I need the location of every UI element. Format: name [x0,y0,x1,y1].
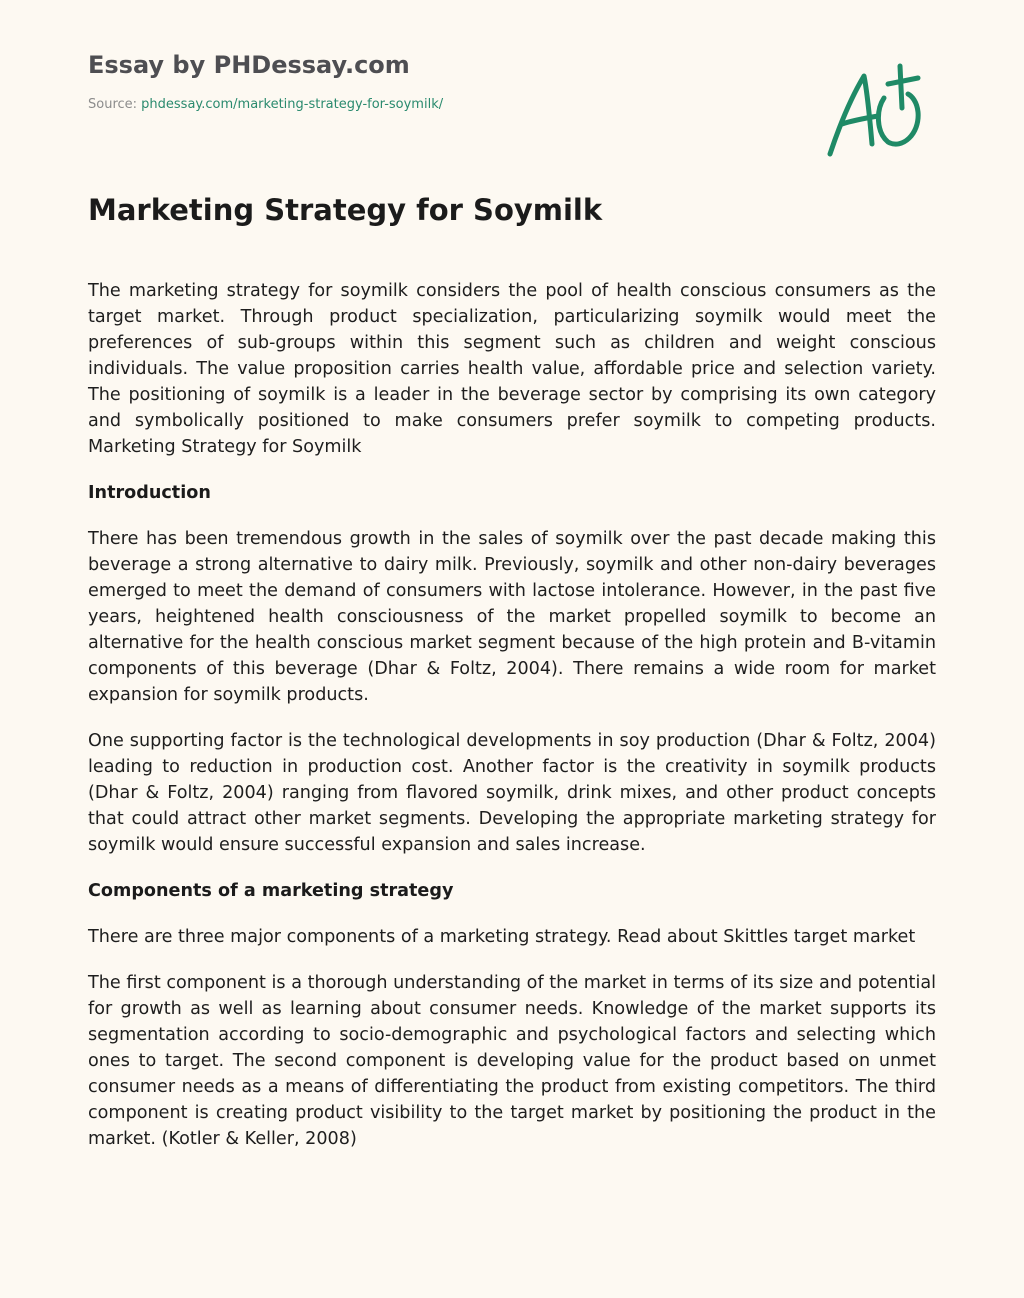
introduction-paragraph-2: One supporting factor is the technological developments in soy production (Dhar & Foltz, 2004) leading to reduction in production cost. Another factor is the creativity in soymilk products (Dhar & Foltz, 2004) ranging from flavored soymilk, drink mixes, and other product concepts that could attract other market segments. Developing the appropriate marketing strategy for soymilk would ensure successful expansion and sales increase. [88,731,936,855]
intro-paragraph: The marketing strategy for soymilk considers the pool of health conscious consumers as the target market. Through product specialization, particularizing soymilk would meet the preferences of sub-groups within this segment such as children and weight conscious individuals. The value proposition carries health value, affordable price and selection variety. The positioning of soymilk is a leader in the beverage sector by comprising its own category and symbolically positioned to make consumers prefer soymilk to competing products. Marketing Strategy for Soymilk [88,281,936,457]
components-paragraph-2: The first component is a thorough understanding of the market in terms of its size and potential for growth as well as learning about consumer needs. Knowledge of the market supports its segmentation according to socio-demographic and psychological factors and selecting which ones to target. The second component is developing value for the product based on unmet consumer needs as a means of differentiating the product from existing competitors. The third component is creating product visibility to the target market by positioning the product in the market. (Kotler & Keller, 2008) [88,973,936,1149]
components-paragraph-1: There are three major components of a marketing strategy. Read about Skittles target market [88,927,916,947]
source-line [88,96,688,114]
section-heading-components: Components of a marketing strategy [88,881,454,901]
page-header [88,48,688,114]
essay-title: Marketing Strategy for Soymilk [88,193,603,227]
introduction-paragraph-1: There has been tremendous growth in the sales of soymilk over the past decade making this beverage a strong alternative to dairy milk. Previously, soymilk and other non-dairy beverages emerged to meet the demand of consumers with lactose intolerance. However, in the past five years, heightened health consciousness of the market propelled soymilk to become an alternative for the health conscious market segment because of the high protein and B-vitamin components of this beverage (Dhar & Foltz, 2004). There remains a wide room for market expansion for soymilk products. [88,529,936,705]
section-heading-introduction: Introduction [88,483,211,503]
essay-article [88,190,936,1172]
a-plus-grade-icon [822,62,932,162]
source-link[interactable]: phdessay.com/marketing-strategy-for-soymilk/ [141,97,444,112]
site-title: Essay by PHDessay.com [88,51,410,79]
source-label: Source: [88,97,142,112]
